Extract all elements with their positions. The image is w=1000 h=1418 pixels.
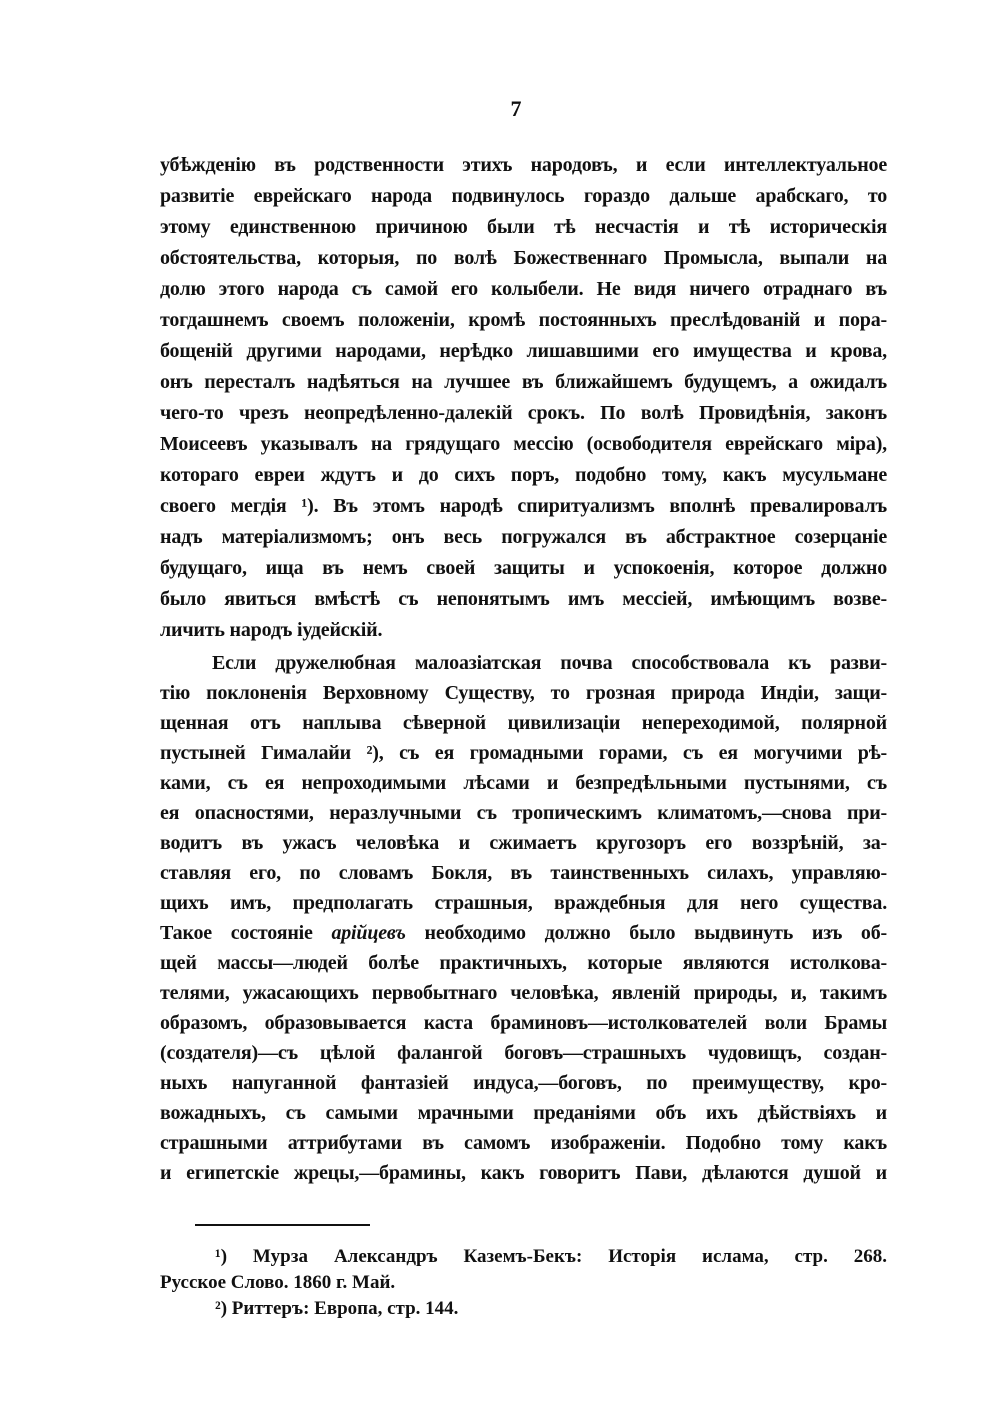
text-line: вожадныхъ, съ самыми мрачными преданiями объ ихъ дѣйствiяхъ и bbox=[160, 1102, 887, 1124]
text-line: телями, ужасающихъ первобытнаго человѣка, явленiй природы, и, такимъ bbox=[160, 982, 887, 1004]
text-segment: Такое состоянiе bbox=[160, 922, 332, 944]
text-line: бощенiй другими народами, нерѣдко лишавшими его имущества и крова, bbox=[160, 340, 887, 362]
text-line: ставляя его, по словамъ Бокля, въ таинственныхъ силахъ, управляю- bbox=[160, 862, 887, 884]
text-line: убѣжденiю въ родственности этихъ народовъ, и если интеллектуальное bbox=[160, 154, 887, 176]
text-line: этому единственною причиною были тѣ несчастiя и тѣ историческiя bbox=[160, 216, 887, 238]
footnote-1: ¹) Мурза Александръ Каземъ-Бекъ: Исторiя ислама, стр. 268. bbox=[215, 1246, 887, 1267]
text-line: будущаго, ища въ немъ своей защиты и успокоенiя, которое должно bbox=[160, 557, 887, 579]
text-line: Моисеевъ указывалъ на грядущаго мессiю (освободителя еврейскаго мiра), bbox=[160, 433, 887, 455]
text-line: щихъ имъ, предполагать страшныя, враждебныя для него существа. bbox=[160, 892, 887, 914]
text-line: и египетскiе жрецы,—брамины, какъ говоритъ Пави, дѣлаются душой и bbox=[160, 1162, 887, 1184]
text-line: образомъ, образовывается каста браминовъ—истолкователей воли Брамы bbox=[160, 1012, 887, 1034]
text-line: было явиться вмѣстѣ съ непонятымъ имъ мессiей, имѣющимъ возве- bbox=[160, 588, 887, 610]
text-line: Если дружелюбная малоазiатская почва способствовала къ разви- bbox=[212, 652, 887, 674]
text-line: чего-то чрезъ неопредѣленно-далекiй срокъ. По волѣ Провидѣнiя, законъ bbox=[160, 402, 887, 424]
text-line bbox=[160, 918, 887, 948]
text-line: пустыней Гималайи ²), съ ея громадными горами, съ ея могучими рѣ- bbox=[160, 742, 887, 764]
text-line: развитiе еврейскаго народа подвинулось гораздо дальше арабскаго, то bbox=[160, 185, 887, 207]
text-line: личить народъ iудейскiй. bbox=[160, 619, 383, 641]
text-line: своего мегдiя ¹). Въ этомъ народѣ спиритуализмъ вполнѣ превалировалъ bbox=[160, 495, 887, 517]
text-line: ея опасностями, неразлучными съ тропическимъ климатомъ,—снова при- bbox=[160, 802, 887, 824]
text-line: водитъ въ ужасъ человѣка и сжимаетъ кругозоръ его воззрѣнiй, за- bbox=[160, 832, 887, 854]
footnote-divider bbox=[195, 1224, 370, 1226]
paragraph-1 bbox=[160, 150, 887, 646]
text-line: ныхъ напуганной фантазiей индуса,—боговъ, по преимуществу, кро- bbox=[160, 1072, 887, 1094]
text-line: онъ пересталъ надѣяться на лучшее въ ближайшемъ будущемъ, а ожидалъ bbox=[160, 371, 887, 393]
text-line: котораго евреи ждутъ и до сихъ поръ, подобно тому, какъ мусульмане bbox=[160, 464, 887, 486]
text-line: тогдашнемъ своемъ положенiи, кромѣ постоянныхъ преслѣдованiй и пора- bbox=[160, 309, 887, 331]
page-number: 7 bbox=[510, 96, 522, 121]
text-segment: необходимо должно было выдвинуть изъ об- bbox=[405, 922, 887, 944]
text-line: страшными аттрибутами въ самомъ изображенiи. Подобно тому какъ bbox=[160, 1132, 887, 1154]
text-line: надъ матерiализмомъ; онъ весь погружался въ абстрактное созерцанiе bbox=[160, 526, 887, 548]
footnotes bbox=[160, 1244, 887, 1322]
body-text bbox=[160, 150, 887, 1188]
text-line: обстоятельства, которыя, по волѣ Божественнаго Промысла, выпали на bbox=[160, 247, 887, 269]
text-line: ками, съ ея непроходимыми лѣсами и безпредѣльными пустынями, съ bbox=[160, 772, 887, 794]
footnote-2: ²) Риттеръ: Европа, стр. 144. bbox=[215, 1298, 459, 1319]
italic-term: арiйцевъ bbox=[331, 922, 406, 944]
text-line: щенная отъ наплыва сѣверной цивилизацiи непереходимой, полярной bbox=[160, 712, 887, 734]
footnote-1-continuation: Русское Слово. 1860 г. Май. bbox=[160, 1272, 396, 1293]
text-line: (создателя)—съ цѣлой фалангой боговъ—страшныхъ чудовищъ, создан- bbox=[160, 1042, 887, 1064]
text-line: щей массы—людей болѣе практичныхъ, которые являются истолкова- bbox=[160, 952, 887, 974]
text-line: тiю поклоненiя Верховному Существу, то грозная природа Индiи, защи- bbox=[160, 682, 887, 704]
text-line: долю этого народа съ самой его колыбели. Не видя ничего отраднаго въ bbox=[160, 278, 887, 300]
paragraph-2 bbox=[160, 648, 887, 1188]
